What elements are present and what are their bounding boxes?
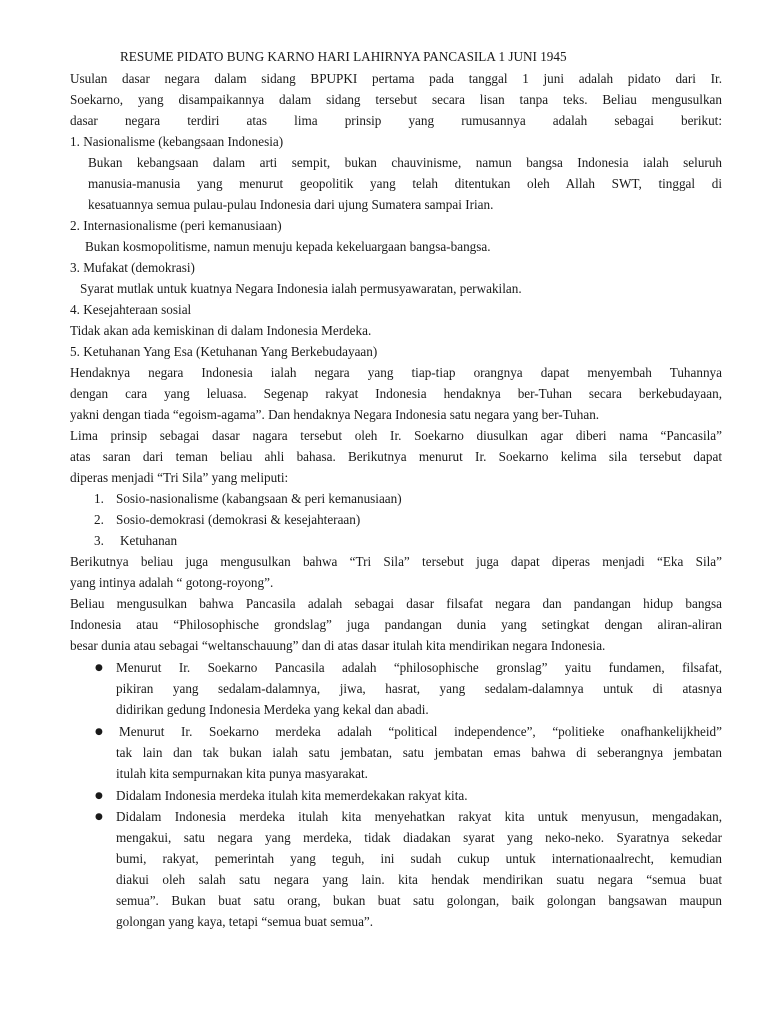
pancasila-paragraph: atas saran dari teman beliau ahli bahasa. Berikutnya menurut Ir. Soekarno kelima sila tersebut dapat	[70, 449, 722, 464]
dasar-paragraph: besar dunia atau sebagai “weltanschauung” dan di atas dasar itulah kita mendirikan negara Indonesia.	[70, 638, 606, 653]
trisila-item: Sosio-demokrasi (demokrasi & kesejahteraan)	[116, 512, 361, 527]
pancasila-paragraph: diperas menjadi “Tri Sila” yang meliputi:	[70, 470, 289, 485]
bullet-line: golongan yang kaya, tetapi “semua buat semua”.	[116, 914, 374, 929]
bullet-line: pikiran yang sedalam-dalamnya, jiwa, hasrat, yang sedalam-dalamnya untuk di atasnya	[116, 681, 722, 696]
bullet-line: mengakui, satu negara yang merdeka, tidak diadakan syarat yang neko-neko. Syaratnya sekedar	[116, 830, 722, 845]
principle-heading: 3. Mufakat (demokrasi)	[70, 260, 195, 275]
intro-line: Usulan dasar negara dalam sidang BPUPKI pertama pada tanggal 1 juni adalah pidato dari Ir.	[70, 71, 722, 86]
dasar-paragraph: Beliau mengusulkan bahwa Pancasila adalah sebagai dasar filsafat negara dan pandangan hidup bangsa	[70, 596, 722, 611]
bullet-line: Menurut Ir. Soekarno Pancasila adalah “philosophische gronslag” yaitu fundamen, filsafat,	[116, 660, 722, 675]
principle-body: manusia-manusia yang menurut geopolitik yang telah ditentukan oleh Allah SWT, tinggal di	[88, 176, 722, 191]
document-title: RESUME PIDATO BUNG KARNO HARI LAHIRNYA PANCASILA 1 JUNI 1945	[120, 49, 567, 64]
principle-heading: 4. Kesejahteraan sosial	[70, 302, 192, 317]
intro-line: dasar negara terdiri atas lima prinsip yang rumusannya adalah sebagai berikut:	[70, 113, 722, 128]
trisila-item: Ketuhanan	[120, 533, 178, 548]
trisila-item: Sosio-nasionalisme (kabangsaan & peri kemanusiaan)	[116, 491, 402, 506]
bullet-icon: ●	[95, 812, 103, 822]
pancasila-paragraph: Lima prinsip sebagai dasar nagara tersebut oleh Ir. Soekarno diusulkan agar diberi nama “Pancasila”	[70, 428, 722, 443]
principle-body: dengan cara yang leluasa. Segenap rakyat Indonesia hendaknya ber-Tuhan secara berkebudayaan,	[70, 386, 722, 401]
principle-body: kesatuannya semua pulau-pulau Indonesia dari ujung Sumatera sampai Irian.	[88, 197, 494, 212]
principle-body: Tidak akan ada kemiskinan di dalam Indonesia Merdeka.	[70, 323, 372, 338]
bullet-line: Didalam Indonesia merdeka itulah kita menyehatkan rakyat kita untuk menyusun, mengadakan,	[116, 809, 722, 824]
principle-body: yakni dengan tiada “egoism-agama”. Dan hendaknya Negara Indonesia satu negara yang ber-Tuhan.	[70, 407, 600, 422]
bullet-line: bumi, rakyat, pemerintah yang teguh, ini sudah cukup untuk internationaalrecht, kemudian	[116, 851, 722, 866]
trisila-number: 1.	[94, 491, 104, 506]
bullet-line: didirikan gedung Indonesia Merdeka yang kekal dan abadi.	[116, 702, 429, 717]
bullet-icon: ●	[95, 663, 103, 673]
bullet-line: Menurut Ir. Soekarno merdeka adalah “political independence”, “politieke onafhankelijkheid”	[119, 724, 722, 739]
bullet-icon: ●	[95, 791, 103, 801]
principle-body: Bukan kebangsaan dalam arti sempit, bukan chauvinisme, namun bangsa Indonesia ialah seluruh	[88, 155, 722, 170]
dasar-paragraph: Indonesia atau “Philosophische grondslag” juga pandangan dunia yang setingkat dengan aliran-aliran	[70, 617, 722, 632]
principle-body: Hendaknya negara Indonesia ialah negara yang tiap-tiap orangnya dapat menyembah Tuhannya	[70, 365, 722, 380]
bullet-icon: ●	[95, 727, 103, 737]
trisila-number: 2.	[94, 512, 104, 527]
principle-heading: 5. Ketuhanan Yang Esa (Ketuhanan Yang Berkebudayaan)	[70, 344, 378, 359]
bullet-line: tak lain dan tak bukan ialah satu jembatan, satu jembatan emas bahwa di seberangnya jembatan	[116, 745, 722, 760]
ekasila-paragraph: yang intinya adalah “ gotong-royong”.	[70, 575, 274, 590]
bullet-line: Didalam Indonesia merdeka itulah kita memerdekakan rakyat kita.	[116, 788, 468, 803]
principle-body: Bukan kosmopolitisme, namun menuju kepada kekeluargaan bangsa-bangsa.	[85, 239, 491, 254]
bullet-line: diakui oleh salah satu negara yang lain. kita hendak mendirikan suatu negara “semua buat	[116, 872, 722, 887]
principle-heading: 2. Internasionalisme (peri kemanusiaan)	[70, 218, 282, 233]
intro-line: Soekarno, yang disampaikannya dalam sidang tersebut secara lisan tanpa teks. Beliau mengusulkan	[70, 92, 722, 107]
principle-heading: 1. Nasionalisme (kebangsaan Indonesia)	[70, 134, 284, 149]
bullet-line: itulah kita sempurnakan kita punya masyarakat.	[116, 766, 368, 781]
principle-body: Syarat mutlak untuk kuatnya Negara Indonesia ialah permusyawaratan, perwakilan.	[80, 281, 522, 296]
ekasila-paragraph: Berikutnya beliau juga mengusulkan bahwa “Tri Sila” tersebut juga dapat diperas menjadi “Eka Sila”	[70, 554, 722, 569]
bullet-line: semua”. Bukan buat satu orang, bukan buat satu golongan, baik golongan bangsawan maupun	[116, 893, 722, 908]
trisila-number: 3.	[94, 533, 104, 548]
